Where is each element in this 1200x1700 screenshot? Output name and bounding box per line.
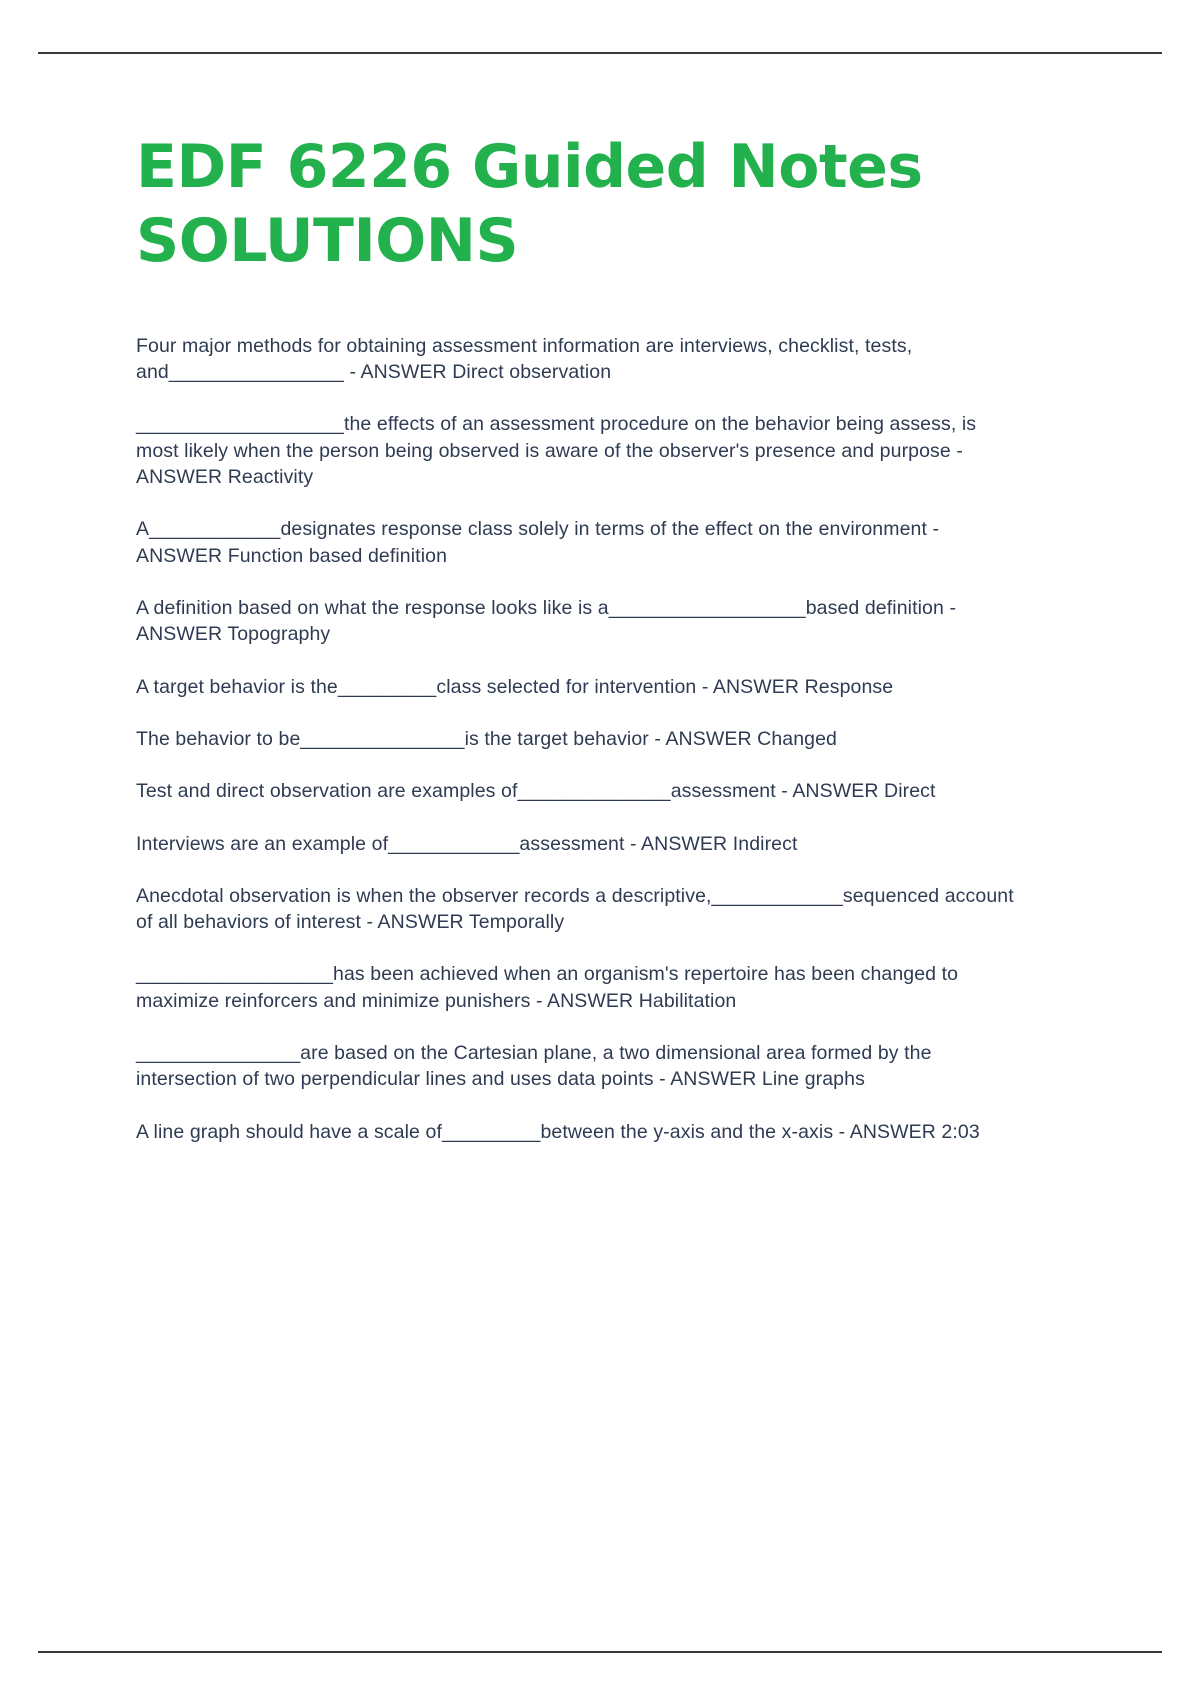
qa-item: Test and direct observation are examples of______________assessment - ANSWER Direct: [136, 780, 936, 803]
qa-item: __________________has been achieved when an organism's repertoire has been changed to maximize reinforcers and minimize punishers - ANSWER Habilitation: [136, 963, 959, 1012]
qa-item: A target behavior is the_________class selected for intervention - ANSWER Response: [136, 675, 894, 698]
document-content: [136, 130, 1016, 1145]
qa-item: Four major methods for obtaining assessment information are interviews, checklist, tests, and________________ - ANSWER Direct observation: [136, 334, 913, 384]
qa-item: Anecdotal observation is when the observer records a descriptive,____________sequenced account of all behaviors of interest - ANSWER Temporally: [136, 884, 1014, 934]
qa-item: A line graph should have a scale of_________between the y-axis and the x-axis - ANSWER 2:03: [136, 1120, 980, 1143]
qa-item: Interviews are an example of____________assessment - ANSWER Indirect: [136, 832, 798, 855]
qa-list: [136, 333, 1016, 1145]
qa-item: A definition based on what the response looks like is a__________________based definition - ANSWER Topography: [136, 596, 957, 646]
qa-item: The behavior to be_______________is the target behavior - ANSWER Changed: [136, 727, 838, 750]
qa-item: A____________designates response class solely in terms of the effect on the environment - ANSWER Function based definition: [136, 518, 940, 567]
qa-item: _______________are based on the Cartesian plane, a two dimensional area formed by the intersection of two perpendicular lines and uses data points - ANSWER Line graphs: [136, 1042, 932, 1091]
page-title: EDF 6226 Guided Notes SOLUTIONS: [136, 132, 923, 277]
qa-item: ___________________the effects of an assessment procedure on the behavior being assess, is most likely when the person being observed is aware of the observer's presence and purpose - ANSWER Reactivity: [136, 413, 977, 489]
header-divider-line: [38, 52, 1162, 54]
footer-divider-line: [38, 1651, 1162, 1653]
